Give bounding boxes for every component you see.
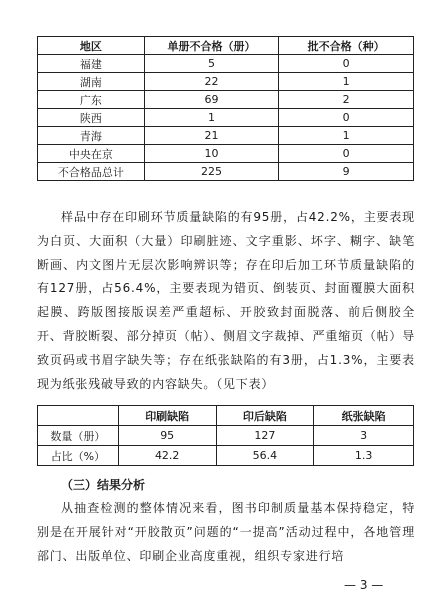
cell-value: 95	[118, 426, 216, 446]
table-header-row	[38, 406, 414, 426]
cell-batch: 2	[279, 91, 414, 109]
cell-single: 69	[144, 91, 279, 109]
cell-region: 湖南	[38, 73, 145, 91]
header-blank	[38, 406, 119, 426]
header-printing-defect: 印刷缺陷	[118, 406, 216, 426]
cell-region: 福建	[38, 55, 145, 73]
cell-value: 56.4	[216, 446, 314, 466]
table-row	[38, 91, 414, 109]
header-batch-unqualified: 批不合格（种）	[279, 37, 414, 55]
cell-batch: 1	[279, 127, 414, 145]
cell-region: 中央在京	[38, 145, 145, 163]
header-post-press-defect: 印后缺陷	[216, 406, 314, 426]
table-row	[38, 109, 414, 127]
cell-region: 广东	[38, 91, 145, 109]
table-row	[38, 127, 414, 145]
analysis-paragraph: 从抽查检测的整体情况来看，图书印制质量基本保持稳定，特别是在开展针对“开胶散页”问题的“一提高”活动过程中，各地管理部门、出版单位、印刷企业高度重视，组织专家进行培	[37, 501, 415, 563]
cell-single: 10	[144, 145, 279, 163]
cell-batch: 0	[279, 55, 414, 73]
table-header-row	[38, 37, 414, 55]
page-number: — 3 —	[344, 578, 384, 592]
cell-single: 1	[144, 109, 279, 127]
cell-batch: 1	[279, 73, 414, 91]
cell-region: 陕西	[38, 109, 145, 127]
section-heading: （三）结果分析	[61, 478, 146, 492]
cell-batch: 0	[279, 145, 414, 163]
defect-type-table	[37, 405, 414, 466]
cell-single: 22	[144, 73, 279, 91]
cell-label: 占比（%）	[38, 446, 119, 466]
cell-batch: 9	[279, 163, 414, 181]
table-row	[38, 145, 414, 163]
header-single-unqualified: 单册不合格（册）	[144, 37, 279, 55]
table-row	[38, 446, 414, 466]
cell-batch: 0	[279, 109, 414, 127]
defect-summary-paragraph: 样品中存在印刷环节质量缺陷的有95册，占42.2%，主要表现为白页、大面积（大量）印刷脏迹、文字重影、坏字、糊字、缺笔断画、内文图片无层次影响辨识等；存在印后加工环节质量缺陷的有127册，占56.4%，主要表现为错页、倒装页、封面覆膜大面积起膜、跨版图接版误差严重超标、开胶致封面脱落、前后侧胶全开、背胶断裂、部分掉页（帖）、侧眉文字裁掉、严重缩页（帖）导致页码或书眉字缺失等；存在纸张缺陷的有3册，占1.3%，主要表现为纸张残破导致的内容缺失。（见下表）	[37, 210, 416, 391]
header-region: 地区	[38, 37, 145, 55]
cell-single: 225	[144, 163, 279, 181]
cell-value: 1.3	[314, 446, 414, 466]
table-row	[38, 55, 414, 73]
cell-label: 数量（册）	[38, 426, 119, 446]
cell-region: 不合格品总计	[38, 163, 145, 181]
cell-value: 127	[216, 426, 314, 446]
cell-value: 3	[314, 426, 414, 446]
header-paper-defect: 纸张缺陷	[314, 406, 414, 426]
table-row	[38, 426, 414, 446]
cell-region: 青海	[38, 127, 145, 145]
defect-by-region-table	[37, 36, 414, 181]
cell-single: 5	[144, 55, 279, 73]
cell-single: 21	[144, 127, 279, 145]
cell-value: 42.2	[118, 446, 216, 466]
table-row	[38, 73, 414, 91]
table-total-row	[38, 163, 414, 181]
